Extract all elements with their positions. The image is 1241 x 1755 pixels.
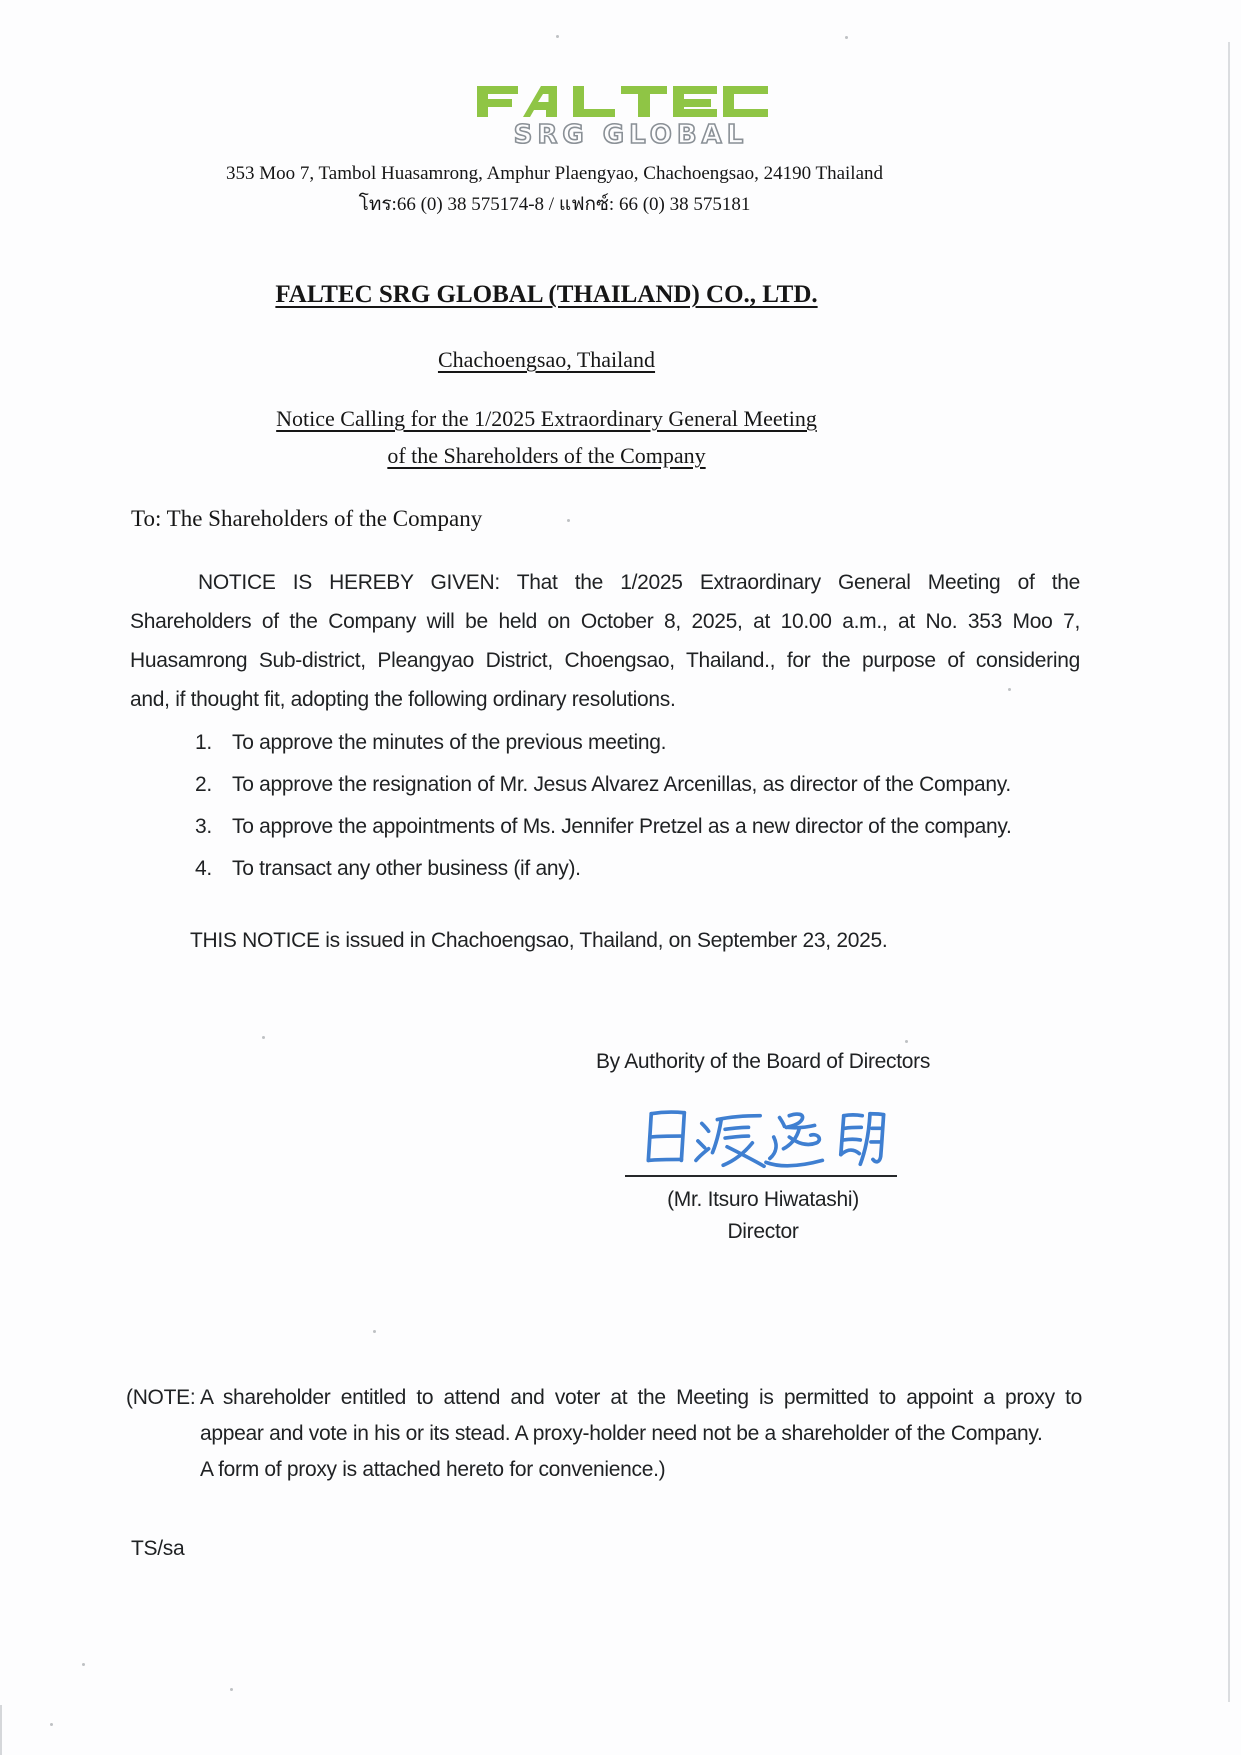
resolution-number: 2. [195, 773, 212, 796]
resolution-text: To approve the resignation of Mr. Jesus Alvarez Arcenillas, as director of the Company. [232, 773, 1011, 796]
resolution-item [195, 815, 1095, 857]
scan-edge-line-right [1228, 42, 1230, 1702]
authority-line: By Authority of the Board of Directors [595, 1050, 931, 1073]
resolution-text: To approve the minutes of the previous meeting. [232, 731, 667, 754]
note-line: A shareholder entitled to attend and voter at the Meeting is permitted to appoint a proxy to [200, 1386, 1082, 1409]
paragraph-line: Huasamrong Sub-district, Pleangyao District, Choengsao, Thailand., for the purpose of considering [130, 649, 1080, 672]
scan-speck [556, 35, 559, 38]
resolution-number: 4. [195, 857, 212, 880]
srg-global-logo-text: SRG GLOBAL [513, 120, 749, 148]
resolution-number: 3. [195, 815, 212, 838]
paragraph-line: and, if thought fit, adopting the following ordinary resolutions. [130, 688, 676, 711]
signer-role: Director [727, 1220, 799, 1243]
document-location: Chachoengsao, Thailand [437, 347, 656, 372]
resolution-item [195, 773, 1095, 815]
paragraph-line: NOTICE IS HEREBY GIVEN: That the 1/2025 Extraordinary General Meeting of the [198, 571, 1080, 594]
notice-heading-line1: Notice Calling for the 1/2025 Extraordinary General Meeting [276, 406, 817, 431]
resolution-number: 1. [195, 731, 212, 754]
notice-paragraph [130, 563, 1080, 719]
note-label-spacer [126, 1452, 200, 1488]
scan-speck [845, 36, 848, 39]
resolutions-list [195, 731, 1095, 899]
scan-speck [82, 1663, 85, 1666]
handwritten-signature-icon [640, 1104, 890, 1179]
signer-name: (Mr. Itsuro Hiwatashi) [667, 1188, 859, 1211]
scan-speck [905, 1040, 908, 1043]
company-address: 353 Moo 7, Tambol Huasamrong, Amphur Plaengyao, Chachoengsao, 24190 Thailand [225, 163, 884, 184]
scan-speck [567, 519, 570, 522]
note-line: A form of proxy is attached hereto for convenience.) [200, 1458, 666, 1481]
scan-speck [262, 1036, 265, 1039]
faltec-logo-icon [477, 86, 768, 122]
notice-heading-line2: of the Shareholders of the Company [387, 443, 706, 468]
company-phone-fax: โทร:66 (0) 38 575174-8 / แฟกซ์: 66 (0) 38 575181 [358, 194, 751, 215]
resolution-text: To approve the appointments of Ms. Jennifer Pretzel as a new director of the company. [232, 815, 1012, 838]
scan-speck [1008, 688, 1011, 691]
note-label: (NOTE: [126, 1386, 196, 1409]
resolution-text: To transact any other business (if any). [232, 857, 581, 880]
srg-global-logo-icon [489, 120, 774, 153]
scan-edge-mark-left [0, 1705, 2, 1755]
signature-line [625, 1175, 897, 1177]
recipient-line: To: The Shareholders of the Company [131, 506, 483, 531]
note-label-spacer [126, 1416, 200, 1452]
note-block [126, 1380, 1082, 1488]
scan-speck [373, 1330, 376, 1333]
scan-speck [230, 1688, 233, 1691]
issuance-line: THIS NOTICE is issued in Chachoengsao, Thailand, on September 23, 2025. [190, 929, 888, 952]
typist-initials: TS/sa [131, 1537, 185, 1560]
resolution-item [195, 731, 1095, 773]
resolution-item [195, 857, 1095, 899]
paragraph-line: Shareholders of the Company will be held on October 8, 2025, at 10.00 a.m., at No. 353 Moo 7, [130, 610, 1080, 633]
document-title: FALTEC SRG GLOBAL (THAILAND) CO., LTD. [275, 281, 818, 308]
scan-speck [50, 1723, 53, 1726]
note-line: appear and vote in his or its stead. A proxy-holder need not be a shareholder of the Company. [200, 1422, 1043, 1445]
